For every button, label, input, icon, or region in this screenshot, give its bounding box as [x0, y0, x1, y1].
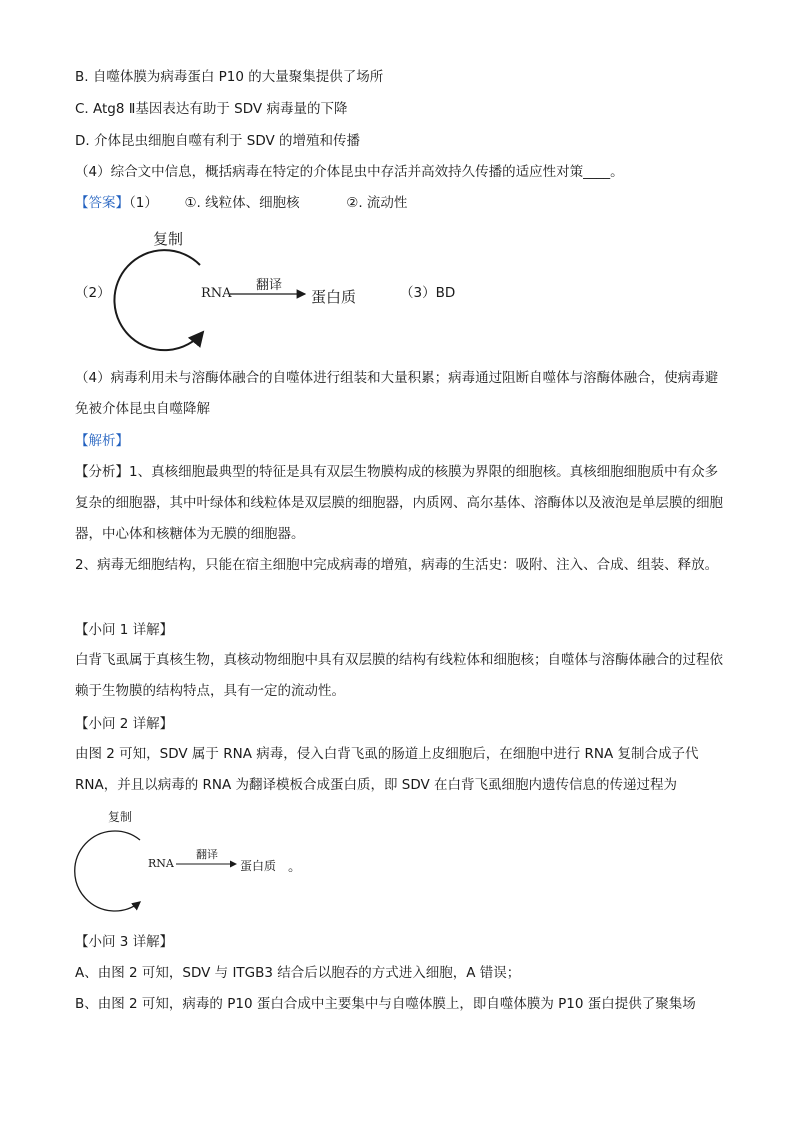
answer-2-number: （2）	[75, 285, 111, 301]
translate-label-2: 翻译	[196, 848, 218, 861]
answer-1-number: （1）	[129, 195, 158, 211]
rna-label-1: RNA	[201, 286, 232, 301]
protein-label-1: 蛋白质	[311, 288, 357, 306]
replicate-label-2: 复制	[108, 810, 133, 824]
subquestion-1-body: 白背飞虱属于真核生物，真核动物细胞中具有双层膜的结构有线粒体和细胞核；自噬体与溶酶体融合的过程依赖于生物膜的结构特点，具有一定的流动性。	[75, 652, 723, 699]
rna-label-2: RNA	[148, 857, 174, 870]
protein-label-2: 蛋白质	[240, 859, 277, 873]
question-4: （4）综合文中信息，概括病毒在特定的介体昆虫中存活并高效持久传播的适应性对策____。	[75, 164, 624, 180]
answer-3: （3）BD	[400, 285, 456, 301]
option-d: D. 介体昆虫细胞自噬有利于 SDV 的增殖和传播	[75, 133, 361, 149]
diagram-2-period: 。	[288, 859, 302, 875]
subquestion-3-title: 【小问 3 详解】	[75, 934, 174, 950]
subquestion-3-option-b: B、由图 2 可知，病毒的 P10 蛋白合成中主要集中与自噬体膜上，即自噬体膜为 P10 蛋白提供了聚集场	[75, 996, 696, 1012]
answer-1-part-1: ①. 线粒体、细胞核	[184, 195, 300, 211]
option-c: C. Atg8 Ⅱ基因表达有助于 SDV 病毒量的下降	[75, 101, 348, 117]
option-b: B. 自噬体膜为病毒蛋白 P10 的大量聚集提供了场所	[75, 69, 384, 85]
translate-label-1: 翻译	[256, 278, 283, 293]
answer-line-1	[75, 193, 407, 213]
analysis-tag: 【解析】	[75, 433, 129, 449]
subquestion-2-title: 【小问 2 详解】	[75, 716, 174, 732]
analysis-paragraph-1: 【分析】1、真核细胞最典型的特征是具有双层生物膜构成的核膜为界限的细胞核。真核细胞细胞质中有众多复杂的细胞器，其中叶绿体和线粒体是双层膜的细胞器，内质网、高尔基体、溶酶体以及液泡是单层膜的细胞器，中心体和核糖体为无膜的细胞器。	[75, 464, 723, 542]
replicate-label-1: 复制	[153, 230, 184, 248]
subquestion-2-body: 由图 2 可知，SDV 属于 RNA 病毒，侵入白背飞虱的肠道上皮细胞后，在细胞中进行 RNA 复制合成子代 RNA，并且以病毒的 RNA 为翻译模板合成蛋白质，即 SDV 在白背飞虱细胞内遗传信息的传递过程为	[75, 746, 699, 793]
answer-4: （4）病毒利用未与溶酶体融合的自噬体进行组装和大量积累；病毒通过阻断自噬体与溶酶体融合，使病毒避免被介体昆虫自噬降解	[75, 370, 719, 417]
subquestion-3-option-a: A、由图 2 可知，SDV 与 ITGB3 结合后以胞吞的方式进入细胞，A 错误；	[75, 965, 521, 981]
analysis-paragraph-2: 2、病毒无细胞结构，只能在宿主细胞中完成病毒的增殖，病毒的生活史：吸附、注入、合成、组装、释放。	[75, 557, 719, 573]
answer-1-part-2: ②. 流动性	[346, 195, 408, 211]
subquestion-1-title: 【小问 1 详解】	[75, 622, 174, 638]
answer-tag: 【答案】	[75, 195, 129, 211]
